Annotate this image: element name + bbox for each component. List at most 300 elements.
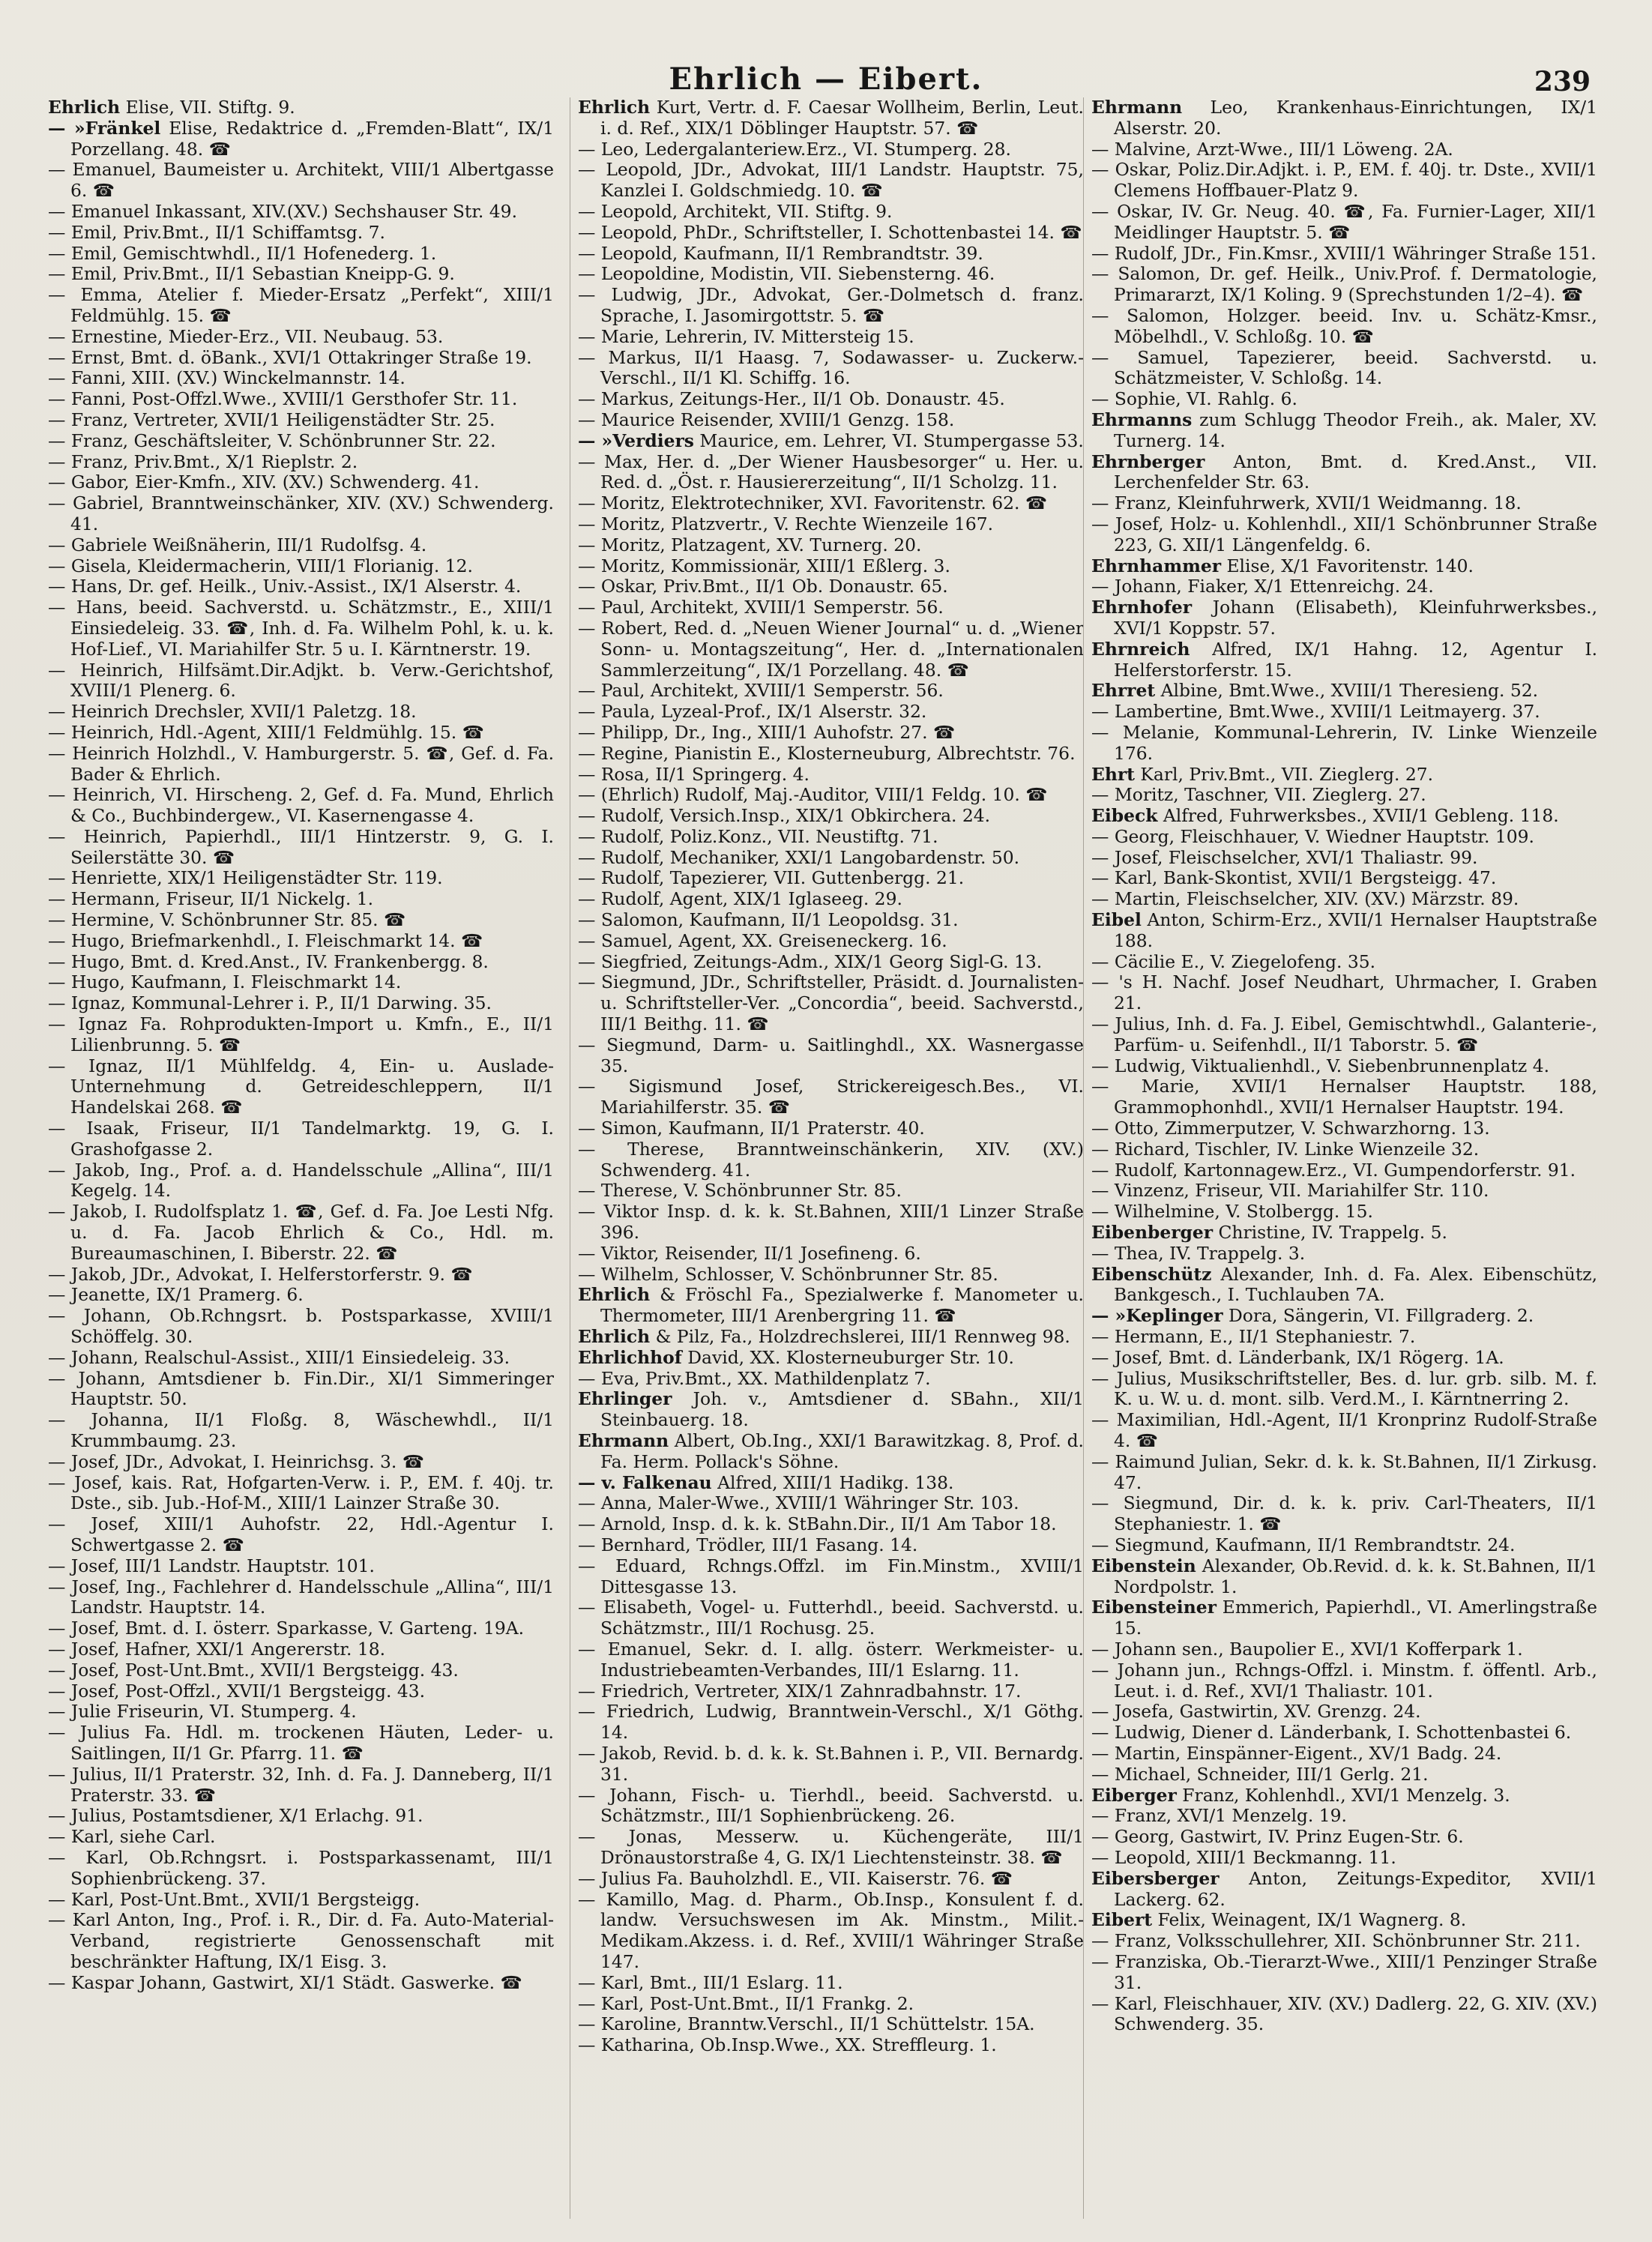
entry-details: — Josef, XIII/1 Auhofstr. 22, Hdl.-Agentur I. Schwertgasse 2. ☎: [48, 1513, 554, 1555]
entry-details: — Thea, IV. Trappelg. 3.: [1091, 1242, 1306, 1264]
directory-entry: [578, 1514, 1084, 1535]
directory-entry: [48, 889, 554, 910]
entry-surname: Ehrlichhof: [578, 1346, 682, 1368]
directory-entry: [578, 723, 1084, 744]
directory-entry: [578, 972, 1084, 1034]
entry-details: — Maurice Reisender, XVIII/1 Genzg. 158.: [578, 409, 955, 430]
entry-details: — Moritz, Elektrotechniker, XVI. Favoritenstr. 62. ☎: [578, 492, 1047, 514]
entry-details: — Wilhelmine, V. Stolbergg. 15.: [1091, 1201, 1373, 1223]
directory-entry: [48, 744, 554, 786]
entry-details: — Gisela, Kleidermacherin, VIII/1 Florianig. 12.: [48, 555, 473, 576]
directory-entry: [48, 1556, 554, 1577]
entry-details: Anton, Schirm-Erz., XVII/1 Hernalser Hauptstraße 188.: [1114, 909, 1597, 951]
entry-details: — Karl, Fleischhauer, XIV. (XV.) Dadlerg. 22, G. XIV. (XV.) Schwenderg. 35.: [1091, 1992, 1597, 2035]
entry-details: — Moritz, Platzagent, XV. Turnerg. 20.: [578, 534, 922, 555]
entry-details: — Karl, Ob.Rchngsrt. i. Postsparkassenamt, III/1 Sophienbrückeng. 37.: [48, 1846, 554, 1889]
entry-details: — Leopold, Architekt, VII. Stiftg. 9.: [578, 200, 893, 222]
directory-entry: [578, 348, 1084, 390]
directory-entry: [48, 1702, 554, 1723]
directory-entry: [1091, 139, 1597, 160]
directory-entry: [1091, 1910, 1597, 1931]
entry-details: Johann (Elisabeth), Kleinfuhrwerksbes., XVI/1 Koppstr. 57.: [1114, 597, 1597, 639]
entry-details: — Josef, Bmt. d. I. österr. Sparkasse, V. Garteng. 19A.: [48, 1618, 525, 1639]
directory-entry: [1091, 597, 1597, 639]
entry-details: — Josef, Hafner, XXI/1 Angererstr. 18.: [48, 1638, 386, 1660]
directory-entry: [1091, 1139, 1597, 1160]
entry-details: — Julius, Postamtsdiener, X/1 Erlachg. 91.: [48, 1805, 423, 1827]
entry-details: Emmerich, Papierhdl., VI. Amerlingstraße 15.: [1114, 1597, 1597, 1639]
entry-surname: — »Fränkel: [48, 117, 161, 139]
entry-surname: Eibel: [1091, 909, 1142, 931]
entry-details: Elise, Redaktrice d. „Fremden-Blatt“, IX/1 Porzellang. 48. ☎: [70, 117, 554, 160]
entry-surname: Eibeck: [1091, 805, 1158, 827]
directory-entry: [1091, 1744, 1597, 1765]
entry-details: — Rudolf, Mechaniker, XXI/1 Langobardenstr. 50.: [578, 846, 1020, 868]
entry-details: Alfred, IX/1 Hahng. 12, Agentur I. Helferstorferstr. 15.: [1114, 638, 1597, 681]
entry-details: — Bernhard, Trödler, III/1 Fasang. 14.: [578, 1534, 918, 1555]
entry-details: — Henriette, XIX/1 Heiligenstädter Str. 119.: [48, 867, 443, 889]
directory-entry: [48, 244, 554, 265]
entry-details: — Jonas, Messerw. u. Küchengeräte, III/1 Drönaustorstraße 4, G. IX/1 Liechtensteinstr. 38. ☎: [578, 1826, 1084, 1868]
entry-details: — Josef, Ing., Fachlehrer d. Handelsschule „Allina“, III/1 Landstr. Hauptstr. 14.: [48, 1576, 554, 1618]
directory-entry: [1091, 1223, 1597, 1244]
directory-entry: [578, 1285, 1084, 1327]
directory-entry: [1091, 576, 1597, 597]
directory-entry: [48, 1514, 554, 1556]
directory-entry: [48, 576, 554, 597]
directory-entry: [1091, 1765, 1597, 1786]
directory-entry: [578, 493, 1084, 514]
directory-entry: [578, 556, 1084, 577]
entry-details: — Salomon, Holzger. beeid. Inv. u. Schätz-Kmsr., Möbelhdl., V. Schloßg. 10. ☎: [1091, 304, 1597, 347]
directory-entry: [578, 597, 1084, 618]
directory-entry: [1091, 1556, 1597, 1598]
entry-surname: Ehrlich: [578, 1284, 651, 1306]
entry-details: David, XX. Klosterneuburger Str. 10.: [687, 1346, 1014, 1368]
entry-details: — Heinrich Holzhdl., V. Hamburgerstr. 5. ☎, Gef. d. Fa. Bader & Ehrlich.: [48, 742, 554, 785]
directory-entry: [1091, 1723, 1597, 1744]
entry-details: — Arnold, Insp. d. k. k. StBahn.Dir., II/1 Am Tabor 18.: [578, 1513, 1057, 1535]
directory-entry: [578, 1890, 1084, 1973]
directory-entry: [1091, 1244, 1597, 1265]
directory-entry: [578, 868, 1084, 889]
directory-entry: [48, 910, 554, 931]
directory-entry: [1091, 1076, 1597, 1118]
entry-details: — Therese, V. Schönbrunner Str. 85.: [578, 1180, 902, 1202]
entry-details: — Anna, Maler-Wwe., XVIII/1 Währinger Str. 103.: [578, 1492, 1019, 1514]
directory-entry: [48, 1973, 554, 1994]
directory-entry: [48, 1452, 554, 1473]
directory-entry: [48, 702, 554, 723]
entry-surname: Ehrnhofer: [1091, 597, 1193, 618]
entry-details: — Rudolf, Versich.Insp., XIX/1 Obkirchera. 24.: [578, 805, 991, 827]
directory-entry: [48, 1890, 554, 1911]
entry-details: — Franz, Volksschullehrer, XII. Schönbrunner Str. 211.: [1091, 1930, 1581, 1952]
directory-entry: [48, 972, 554, 993]
entry-details: — Josef, Bmt. d. Länderbank, IX/1 Rögerg. 1A.: [1091, 1346, 1504, 1368]
entry-details: — Johann sen., Baupolier E., XVI/1 Kofferpark 1.: [1091, 1638, 1523, 1660]
entry-details: — Therese, Branntweinschänkerin, XIV. (XV.) Schwenderg. 41.: [578, 1138, 1084, 1181]
entry-details: — Martin, Einspänner-Eigent., XV/1 Badg. 24.: [1091, 1742, 1502, 1764]
entry-surname: Eibenstein: [1091, 1555, 1196, 1576]
entry-details: — Leopold, XIII/1 Beckmanng. 11.: [1091, 1846, 1396, 1868]
directory-entry: [1091, 889, 1597, 910]
directory-entry: [1091, 493, 1597, 514]
directory-entry: [578, 806, 1084, 827]
entry-details: — Emil, Priv.Bmt., II/1 Sebastian Kneipp-G. 9.: [48, 263, 455, 285]
entry-details: — Richard, Tischler, IV. Linke Wienzeile 32.: [1091, 1138, 1480, 1160]
entry-details: — Sigismund Josef, Strickereigesch.Bes., VI. Mariahilferstr. 35. ☎: [578, 1076, 1084, 1118]
entry-details: — Rudolf, Tapezierer, VII. Guttenbergg. 21.: [578, 867, 965, 889]
directory-entry: [578, 1118, 1084, 1139]
directory-entry: [1091, 868, 1597, 889]
directory-entry: [1091, 1806, 1597, 1827]
entry-details: — Rudolf, Agent, XIX/1 Iglaseeg. 29.: [578, 888, 902, 910]
entry-details: — Hugo, Briefmarkenhdl., I. Fleischmarkt 14. ☎: [48, 929, 483, 951]
entry-surname: Ehrlinger: [578, 1388, 672, 1410]
entry-details: — Fanni, Post-Offzl.Wwe., XVIII/1 Gersthofer Str. 11.: [48, 388, 518, 410]
directory-entry: [578, 1973, 1084, 1994]
entry-details: — 's H. Nachf. Josef Neudhart, Uhrmacher, I. Graben 21.: [1091, 971, 1597, 1014]
directory-entry: [1091, 848, 1597, 869]
directory-entry: [578, 1556, 1084, 1598]
entry-details: — Franziska, Ob.-Tierarzt-Wwe., XIII/1 Penzinger Straße 31.: [1091, 1950, 1597, 1993]
entry-details: — Samuel, Agent, XX. Greiseneckerg. 16.: [578, 929, 947, 951]
entry-details: — Emil, Gemischtwhdl., II/1 Hofenederg. 1.: [48, 242, 437, 264]
directory-entry: [48, 1806, 554, 1827]
entry-surname: Ehrmann: [1091, 97, 1183, 118]
entry-details: — Karl, Post-Unt.Bmt., II/1 Frankg. 2.: [578, 1992, 914, 2014]
entry-details: — Josef, kais. Rat, Hofgarten-Verw. i. P., EM. f. 40j. tr. Dste., sib. Jub.-Hof-M., XIII/1 Lainzer Straße 30.: [48, 1471, 554, 1514]
directory-entry: [578, 618, 1084, 681]
directory-entry: [1091, 1931, 1597, 1952]
entry-details: — Karl Anton, Ing., Prof. i. R., Dir. d. Fa. Auto-Material-Verband, registrierte Genossenschaft mit beschränkter Haftung, IX/1 Eisg. 3.: [48, 1909, 554, 1972]
entry-details: — Josef, Post-Unt.Bmt., XVII/1 Bergsteigg. 43.: [48, 1659, 459, 1681]
directory-entry: [1091, 1348, 1597, 1369]
entry-details: — Markus, II/1 Haasg. 7, Sodawasser- u. Zuckerw.-Verschl., II/1 Kl. Schiffg. 16.: [578, 346, 1084, 389]
directory-entry: [578, 931, 1084, 952]
directory-entry: [578, 1869, 1084, 1890]
directory-entry: [578, 910, 1084, 931]
entry-details: — Siegfried, Zeitungs-Adm., XIX/1 Georg Sigl-G. 13.: [578, 950, 1043, 972]
entry-details: — Markus, Zeitungs-Her., II/1 Ob. Donaustr. 45.: [578, 388, 1005, 410]
entry-details: — Fanni, XIII. (XV.) Winckelmannstr. 14.: [48, 367, 406, 389]
entry-details: — Julius, Musikschriftsteller, Bes. d. lur. grb. silb. M. f. K. u. W. u. d. mont. silb. Verd.M., I. Kärntnerring 2.: [1091, 1367, 1597, 1410]
entry-details: — Marie, XVII/1 Hernalser Hauptstr. 188, Grammophonhdl., XVII/1 Hernalser Hauptstr. 194.: [1091, 1076, 1597, 1118]
directory-entry: [1091, 702, 1597, 723]
directory-entry: [1091, 1265, 1597, 1307]
directory-entry: [578, 452, 1084, 494]
entry-details: — Max, Her. d. „Der Wiener Hausbesorger“ u. Her. u. Red. d. „Öst. r. Hausiererzeitung“, II/1 Scholzg. 11.: [578, 450, 1084, 493]
directory-entry: [1091, 1306, 1597, 1327]
directory-entry: [1091, 264, 1597, 306]
directory-entry: [578, 1702, 1084, 1744]
entry-surname: Eibersberger: [1091, 1867, 1220, 1889]
directory-entry: [48, 1410, 554, 1452]
directory-entry: [48, 931, 554, 952]
entry-details: Alexander, Inh. d. Fa. Alex. Eibenschütz, Bankgesch., I. Tuchlauben 7A.: [1114, 1263, 1597, 1306]
entry-details: — Philipp, Dr., Ing., XIII/1 Auhofstr. 27. ☎: [578, 721, 956, 743]
entry-details: — Ludwig, Viktualienhdl., V. Siebenbrunnenplatz 4.: [1091, 1055, 1550, 1076]
entry-details: — Emil, Priv.Bmt., II/1 Schiffamtsg. 7.: [48, 221, 385, 243]
entry-surname: Eibenschütz: [1091, 1263, 1212, 1285]
entry-details: — Franz, Kleinfuhrwerk, XVII/1 Weidmanng. 18.: [1091, 492, 1522, 514]
entry-surname: Ehrmanns: [1091, 409, 1193, 430]
directory-entry: [578, 576, 1084, 597]
directory-entry: [48, 1118, 554, 1160]
entry-details: Elise, VII. Stiftg. 9.: [125, 97, 295, 118]
entry-details: — Katharina, Ob.Insp.Wwe., XX. Streffleurg. 1.: [578, 2034, 997, 2056]
entry-details: & Fröschl Fa., Spezialwerke f. Manometer u. Thermometer, III/1 Arenbergring 11. ☎: [600, 1284, 1084, 1327]
directory-entry: [48, 389, 554, 410]
directory-entry: [48, 1285, 554, 1306]
entry-details: — Karoline, Branntw.Verschl., II/1 Schüttelstr. 15A.: [578, 2013, 1035, 2035]
page-number: 239: [1534, 66, 1591, 97]
entry-details: — Hugo, Bmt. d. Kred.Anst., IV. Frankenbergg. 8.: [48, 950, 489, 972]
entry-details: — Isaak, Friseur, II/1 Tandelmarktg. 19, G. I. Grashofgasse 2.: [48, 1118, 554, 1160]
entry-details: — Emanuel Inkassant, XIV.(XV.) Sechshauser Str. 49.: [48, 200, 518, 222]
entry-details: — Rudolf, Poliz.Konz., VII. Neustiftg. 71.: [578, 825, 938, 847]
entry-details: — Emma, Atelier f. Mieder-Ersatz „Perfekt“, XIII/1 Feldmühlg. 15. ☎: [48, 284, 554, 326]
directory-entry: [1091, 910, 1597, 952]
entry-surname: Ehrmann: [578, 1430, 669, 1451]
entry-details: — Eva, Priv.Bmt., XX. Mathildenplatz 7.: [578, 1367, 931, 1389]
directory-entry: [48, 285, 554, 327]
directory-entry: [48, 1848, 554, 1890]
entry-details: — Viktor Insp. d. k. k. St.Bahnen, XIII/1 Linzer Straße 396.: [578, 1201, 1084, 1244]
directory-entry: [578, 1369, 1084, 1390]
directory-entry: [578, 223, 1084, 244]
directory-entry: [578, 410, 1084, 431]
entry-surname: Eibenberger: [1091, 1222, 1214, 1244]
entry-details: — Oskar, Poliz.Dir.Adjkt. i. P., EM. f. 40j. tr. Dste., XVII/1 Clemens Hoffbauer-Platz 9.: [1091, 159, 1597, 202]
directory-entry: [48, 327, 554, 348]
directory-entry: [578, 1348, 1084, 1369]
entry-details: — Jeanette, IX/1 Pramerg. 6.: [48, 1284, 304, 1306]
entry-details: — Julius Fa. Bauholzhdl. E., VII. Kaiserstr. 76. ☎: [578, 1867, 1013, 1889]
directory-entry: [48, 1473, 554, 1515]
directory-entry: [578, 160, 1084, 202]
entry-details: — Rudolf, Kartonnagew.Erz., VI. Gumpendorferstr. 91.: [1091, 1159, 1576, 1181]
entry-surname: Eiberger: [1091, 1784, 1177, 1806]
directory-entry: [578, 1744, 1084, 1786]
entry-details: — Johann, Realschul-Assist., XIII/1 Einsiedeleig. 33.: [48, 1346, 510, 1368]
directory-entry: [1091, 1597, 1597, 1639]
entry-details: Alfred, XIII/1 Hadikg. 138.: [717, 1471, 954, 1493]
entry-details: — Hans, beeid. Sachverstd. u. Schätzmstr., E., XIII/1 Einsiedeleig. 33. ☎, Inh. d. Fa. Wilhelm Pohl, k. u. k. Hof-Lief., VI. Mariahilfer Str. 5 u. I. Kärntnerstr. 19.: [48, 597, 554, 660]
entry-details: — Leopold, Kaufmann, II/1 Rembrandtstr. 39.: [578, 242, 983, 264]
directory-entry: [578, 327, 1084, 348]
entry-details: Albine, Bmt.Wwe., XVIII/1 Theresieng. 52.: [1160, 680, 1539, 702]
entry-details: Leo, Krankenhaus-Einrichtungen, IX/1 Alserstr. 20.: [1114, 97, 1597, 139]
entry-details: — Josef, Post-Offzl., XVII/1 Bergsteigg. 43.: [48, 1680, 426, 1702]
entry-details: — Lambertine, Bmt.Wwe., XVIII/1 Leitmayerg. 37.: [1091, 701, 1540, 723]
entry-details: — Franz, XVI/1 Menzelg. 19.: [1091, 1805, 1347, 1827]
directory-entry: [578, 535, 1084, 556]
directory-entry: [1091, 1848, 1597, 1869]
directory-entry: [578, 1265, 1084, 1286]
directory-entry: [48, 1202, 554, 1264]
entry-details: Elise, X/1 Favoritenstr. 140.: [1226, 555, 1474, 576]
entry-details: — Leopold, JDr., Advokat, III/1 Landstr. Hauptstr. 75, Kanzlei I. Goldschmiedg. 10. ☎: [578, 159, 1084, 202]
directory-entry: [48, 118, 554, 160]
entry-details: Joh. v., Amtsdiener d. SBahn., XII/1 Steinbauerg. 18.: [600, 1388, 1084, 1431]
entry-details: — Ludwig, JDr., Advokat, Ger.-Dolmetsch d. franz. Sprache, I. Jasomirgottstr. 5. ☎: [578, 284, 1084, 326]
entry-details: — Jakob, Revid. b. d. k. k. St.Bahnen i. P., VII. Bernardg. 31.: [578, 1742, 1084, 1785]
directory-entry: [1091, 202, 1597, 244]
directory-entry: [48, 452, 554, 473]
directory-entry: [578, 744, 1084, 765]
directory-entry: [1091, 1702, 1597, 1723]
entry-details: — Maximilian, Hdl.-Agent, II/1 Kronprinz Rudolf-Straße 4. ☎: [1091, 1409, 1597, 1451]
entry-details: — Johann, Fisch- u. Tierhdl., beeid. Sachverstd. u. Schätzmstr., III/1 Sophienbrückeng. 26.: [578, 1784, 1084, 1827]
directory-entry: [48, 1910, 554, 1972]
entry-details: — Gabriele Weißnäherin, III/1 Rudolfsg. 4.: [48, 534, 427, 555]
entry-details: — Rudolf, JDr., Fin.Kmsr., XVIII/1 Währinger Straße 151.: [1091, 242, 1597, 264]
entry-details: — Gabor, Eier-Kmfn., XIV. (XV.) Schwenderg. 41.: [48, 471, 480, 493]
entry-details: — Wilhelm, Schlosser, V. Schönbrunner Str. 85.: [578, 1263, 998, 1285]
entry-details: — Oskar, Priv.Bmt., II/1 Ob. Donaustr. 65.: [578, 576, 948, 597]
directory-entry: [48, 264, 554, 285]
directory-entry: [1091, 1410, 1597, 1452]
directory-entry: [578, 1431, 1084, 1473]
entry-details: — Josef, III/1 Landstr. Hauptstr. 101.: [48, 1555, 375, 1576]
directory-entry: [48, 410, 554, 431]
directory-entry: [578, 2035, 1084, 2056]
directory-entry: [48, 993, 554, 1014]
directory-entry: [1091, 1118, 1597, 1139]
entry-details: — Otto, Zimmerputzer, V. Schwarzhorng. 13.: [1091, 1118, 1490, 1139]
entry-surname: Eibert: [1091, 1909, 1153, 1931]
entry-details: — Hermann, E., II/1 Stephaniestr. 7.: [1091, 1326, 1416, 1348]
entry-details: — Friedrich, Ludwig, Branntwein-Verschl., X/1 Göthg. 14.: [578, 1701, 1084, 1744]
entry-details: — Kaspar Johann, Gastwirt, XI/1 Städt. Gaswerke. ☎: [48, 1971, 522, 1993]
entry-details: — Georg, Fleischhauer, V. Wiedner Hauptstr. 109.: [1091, 825, 1534, 847]
directory-entry: [1091, 1369, 1597, 1411]
entry-details: — Julie Friseurin, VI. Stumperg. 4.: [48, 1701, 357, 1723]
directory-entry: [578, 1493, 1084, 1514]
directory-entry: [1091, 1994, 1597, 2036]
directory-entry: [48, 1306, 554, 1348]
entry-details: Karl, Priv.Bmt., VII. Zieglerg. 27.: [1140, 763, 1434, 785]
directory-entry: [1091, 1160, 1597, 1181]
entry-details: Alexander, Ob.Revid. d. k. k. St.Bahnen, II/1 Nordpolstr. 1.: [1114, 1555, 1597, 1597]
entry-details: — Oskar, IV. Gr. Neug. 40. ☎, Fa. Furnier-Lager, XII/1 Meidlinger Hauptstr. 5. ☎: [1091, 200, 1597, 243]
entry-details: — Josef, Fleischselcher, XVI/1 Thaliastr. 99.: [1091, 846, 1478, 868]
entry-details: — Vinzenz, Friseur, VII. Mariahilfer Str. 110.: [1091, 1180, 1489, 1202]
directory-entry: [48, 1765, 554, 1806]
directory-entry: [578, 681, 1084, 702]
directory-entry: [578, 1035, 1084, 1077]
entry-details: — Georg, Gastwirt, IV. Prinz Eugen-Str. 6.: [1091, 1826, 1464, 1848]
directory-entry: [1091, 1056, 1597, 1077]
entry-surname: Ehrlich: [578, 97, 651, 118]
directory-entry: [1091, 1493, 1597, 1535]
directory-entry: [1091, 723, 1597, 765]
directory-entry: [48, 160, 554, 202]
directory-entry: [578, 1535, 1084, 1556]
entry-details: — Regine, Pianistin E., Klosterneuburg, Albrechtstr. 76.: [578, 742, 1076, 764]
entry-details: — Kamillo, Mag. d. Pharm., Ob.Insp., Konsulent f. d. landw. Versuchswesen im Ak. Minstm., Milit.-Medikam.Akzess. i. d. Ref., XVIII/1 Währinger Straße 147.: [578, 1888, 1084, 1972]
entry-details: — Ignaz Fa. Rohprodukten-Import u. Kmfn., E., II/1 Lilienbrunng. 5. ☎: [48, 1013, 554, 1055]
entry-details: — Johanna, II/1 Floßg. 8, Wäschewhdl., II/1 Krummbaumg. 23.: [48, 1409, 554, 1451]
entry-details: — Simon, Kaufmann, II/1 Praterstr. 40.: [578, 1118, 925, 1139]
directory-entry: [1091, 972, 1597, 1014]
directory-entry: [48, 1014, 554, 1056]
directory-entry: [578, 1786, 1084, 1827]
directory-entry: [1091, 765, 1597, 786]
entry-details: Christine, IV. Trappelg. 5.: [1218, 1222, 1447, 1244]
entry-details: — Siegmund, Darm- u. Saitlinghdl., XX. Wasnergasse 35.: [578, 1034, 1084, 1076]
directory-entry: [48, 1723, 554, 1765]
directory-entry: [1091, 1827, 1597, 1848]
entry-surname: — v. Falkenau: [578, 1471, 712, 1493]
entry-details: — Martin, Fleischselcher, XIV. (XV.) Märzstr. 89.: [1091, 888, 1519, 910]
entry-details: — Siegmund, Dir. d. k. k. priv. Carl-Theaters, II/1 Stephaniestr. 1. ☎: [1091, 1492, 1597, 1535]
directory-entry: [48, 1160, 554, 1202]
directory-entry: [578, 389, 1084, 410]
directory-entry: [578, 285, 1084, 327]
entry-details: — Hans, Dr. gef. Heilk., Univ.-Assist., IX/1 Alserstr. 4.: [48, 576, 522, 597]
directory-column-3: [1083, 97, 1597, 2219]
entry-details: — Leopoldine, Modistin, VII. Siebensterng. 46.: [578, 263, 995, 285]
directory-entry: [1091, 827, 1597, 848]
entry-details: — Moritz, Taschner, VII. Zieglerg. 27.: [1091, 784, 1426, 806]
entry-details: — Eduard, Rchngs.Offzl. im Fin.Minstm., XVIII/1 Dittesgasse 13.: [578, 1555, 1084, 1597]
directory-entry: [1091, 1660, 1597, 1702]
entry-details: zum Schlugg Theodor Freih., ak. Maler, XV. Turnerg. 14.: [1114, 409, 1597, 451]
entry-details: — Paula, Lyzeal-Prof., IX/1 Alserstr. 32.: [578, 701, 927, 723]
entry-details: — Leopold, PhDr., Schriftsteller, I. Schottenbastei 14. ☎: [578, 221, 1082, 243]
entry-details: — Paul, Architekt, XVIII/1 Semperstr. 56.: [578, 680, 944, 702]
entry-details: — Hermine, V. Schönbrunner Str. 85. ☎: [48, 909, 406, 931]
directory-entry: [1091, 306, 1597, 348]
directory-entry: [1091, 410, 1597, 452]
entry-details: & Pilz, Fa., Holzdrechslerei, III/1 Rennweg 98.: [655, 1326, 1070, 1348]
directory-entry: [48, 868, 554, 889]
entry-details: — Robert, Red. d. „Neuen Wiener Journal“ u. d. „Wiener Sonn- u. Montagszeitung“, Her. d. „Internationalen Sammlerzeitung“, IX/1 Porzellang. 48. ☎: [578, 617, 1084, 681]
page-title: Ehrlich — Eibert.: [669, 61, 983, 97]
directory-entry: [1091, 681, 1597, 702]
entry-details: — Johann, Ob.Rchngsrt. b. Postsparkasse, XVIII/1 Schöffelg. 30.: [48, 1305, 554, 1348]
directory-entry: [578, 1597, 1084, 1639]
entry-details: — Heinrich, Hilfsämt.Dir.Adjkt. b. Verw.-Gerichtshof, XVIII/1 Plenerg. 6.: [48, 659, 554, 702]
directory-entry: [578, 97, 1084, 139]
directory-entry: [48, 952, 554, 973]
entry-details: — Cäcilie E., V. Ziegelofeng. 35.: [1091, 950, 1376, 972]
directory-entry: [48, 1660, 554, 1681]
entry-details: — Ernestine, Mieder-Erz., VII. Neubaug. 53.: [48, 325, 444, 347]
entry-details: — Julius, II/1 Praterstr. 32, Inh. d. Fa. J. Danneberg, II/1 Praterstr. 33. ☎: [48, 1763, 554, 1806]
entry-details: — Karl, siehe Carl.: [48, 1826, 216, 1848]
entry-details: Franz, Kohlenhdl., XVI/1 Menzelg. 3.: [1182, 1784, 1510, 1806]
entry-details: Maurice, em. Lehrer, VI. Stumpergasse 53.: [699, 430, 1084, 451]
directory-entry: [578, 202, 1084, 223]
directory-entry: [1091, 785, 1597, 806]
entry-details: Anton, Zeitungs-Expeditor, XVII/1 Lackerg. 62.: [1114, 1867, 1597, 1910]
entry-details: — Karl, Post-Unt.Bmt., XVII/1 Bergsteigg.: [48, 1888, 420, 1910]
entry-details: Anton, Bmt. d. Kred.Anst., VII. Lerchenfelder Str. 63.: [1114, 450, 1597, 493]
entry-details: — Emanuel, Baumeister u. Architekt, VIII/1 Albertgasse 6. ☎: [48, 159, 554, 202]
entry-details: — Moritz, Platzvertr., V. Rechte Wienzeile 167.: [578, 513, 994, 534]
entry-details: — Hermann, Friseur, II/1 Nickelg. 1.: [48, 888, 374, 910]
directory-entry: [1091, 1327, 1597, 1348]
directory-entry: [1091, 1181, 1597, 1202]
directory-entry: [578, 1076, 1084, 1118]
entry-details: — Heinrich, Hdl.-Agent, XIII/1 Feldmühlg. 15. ☎: [48, 721, 484, 743]
entry-details: — (Ehrlich) Rudolf, Maj.-Auditor, VIII/1 Feldg. 10. ☎: [578, 784, 1048, 806]
entry-details: — Elisabeth, Vogel- u. Futterhdl., beeid. Sachverstd. u. Schätzmstr., III/1 Rochusg. 25.: [578, 1597, 1084, 1639]
